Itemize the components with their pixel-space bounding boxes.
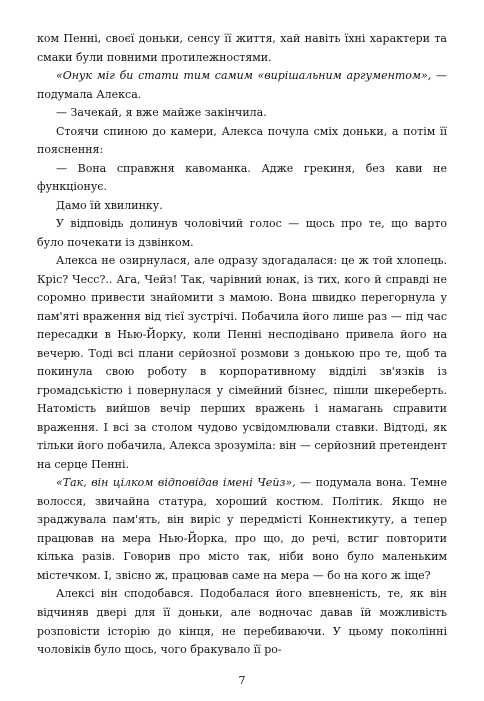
- paragraph-text: Алексі він сподобався. Подобалася його впевненість, те, як він відчиняв двері для її доньки, але водночас давав їй можливість розповісти історію до кінця, не перебиваючи. У цьому поколінні чоловіків було щось, чого бракувало її ро-: [37, 587, 447, 657]
- italic-thought: «Онук міг би стати тим самим «вирішальним аргументом»,: [56, 69, 436, 83]
- paragraph-text: — подумала Алекса.: [37, 69, 447, 101]
- paragraph-text: — подумала вона. Темне волосся, звичайна статура, хороший костюм. Політик. Якщо не зраджувала пам'ять, він виріс у передмісті Коннектикуту, а тепер працював на мера Нью-Йорка, про що, до речі, встиг повторити кілька разів. Говорив про місто так, ніби воно було маленьким містечком. І, звісно ж, працював саме на мера — бо на кого ж іще?: [37, 476, 448, 582]
- paragraph: [37, 474, 447, 585]
- page-number: 7: [238, 674, 246, 687]
- paragraph: [37, 585, 447, 659]
- paragraph: [37, 104, 447, 123]
- paragraph: [37, 215, 447, 252]
- paragraph-text: Дамо їй хвилинку.: [56, 198, 163, 212]
- paragraph-text: — Зачекай, я вже майже закінчила.: [56, 106, 267, 120]
- paragraph: [37, 160, 447, 197]
- page-body-text: [37, 30, 447, 660]
- paragraph: [37, 67, 447, 104]
- paragraph: [37, 30, 447, 67]
- paragraph-text: ком Пенні, своєї доньки, сенсу її життя, хай навіть їхні характери та смаки були повними протилежностями.: [37, 32, 447, 64]
- paragraph: [37, 252, 447, 474]
- paragraph-text: — Вона справжня кавоманка. Адже грекиня, без кави не функціонує.: [37, 161, 447, 194]
- paragraph-text: Алекса не озирнулася, але одразу здогадалася: це ж той хлопець. Кріс? Чесс?.. Ага, Чейз! Так, чарівний юнак, із тих, кого й справді не соромно привести знайомити з мамою. Вона швидко перегорнула у пам'яті враження від тієї зустрічі. Побачила його лише раз — під час пересадки в Нью-Йорку, коли Пенні несподівано привела його на вечерю. Тоді всі плани серйозної розмови з донькою про те, щоб та покинула свою роботу в корпоративному відділі зв'язків із громадськістю і повернулася у сімейний бізнес, пішли шкереберть. Натомість вийшов вечір перших вражень і намагань справити враження. І всі за столом чудово усвідомлювали ставки. Відтоді, як тільки його побачила, Алекса зрозуміла: він — серйозний претендент на серце Пенні.: [37, 254, 447, 471]
- italic-thought: «Так, він цілком відповідав імені Чейз»,: [56, 476, 301, 490]
- paragraph: [37, 197, 447, 216]
- paragraph-text: Стоячи спиною до камери, Алекса почула сміх доньки, а потім її пояснення:: [37, 124, 447, 157]
- paragraph: [37, 123, 447, 160]
- paragraph-text: У відповідь долинув чоловічий голос — щось про те, що варто було почекати із дзвінком.: [37, 217, 447, 249]
